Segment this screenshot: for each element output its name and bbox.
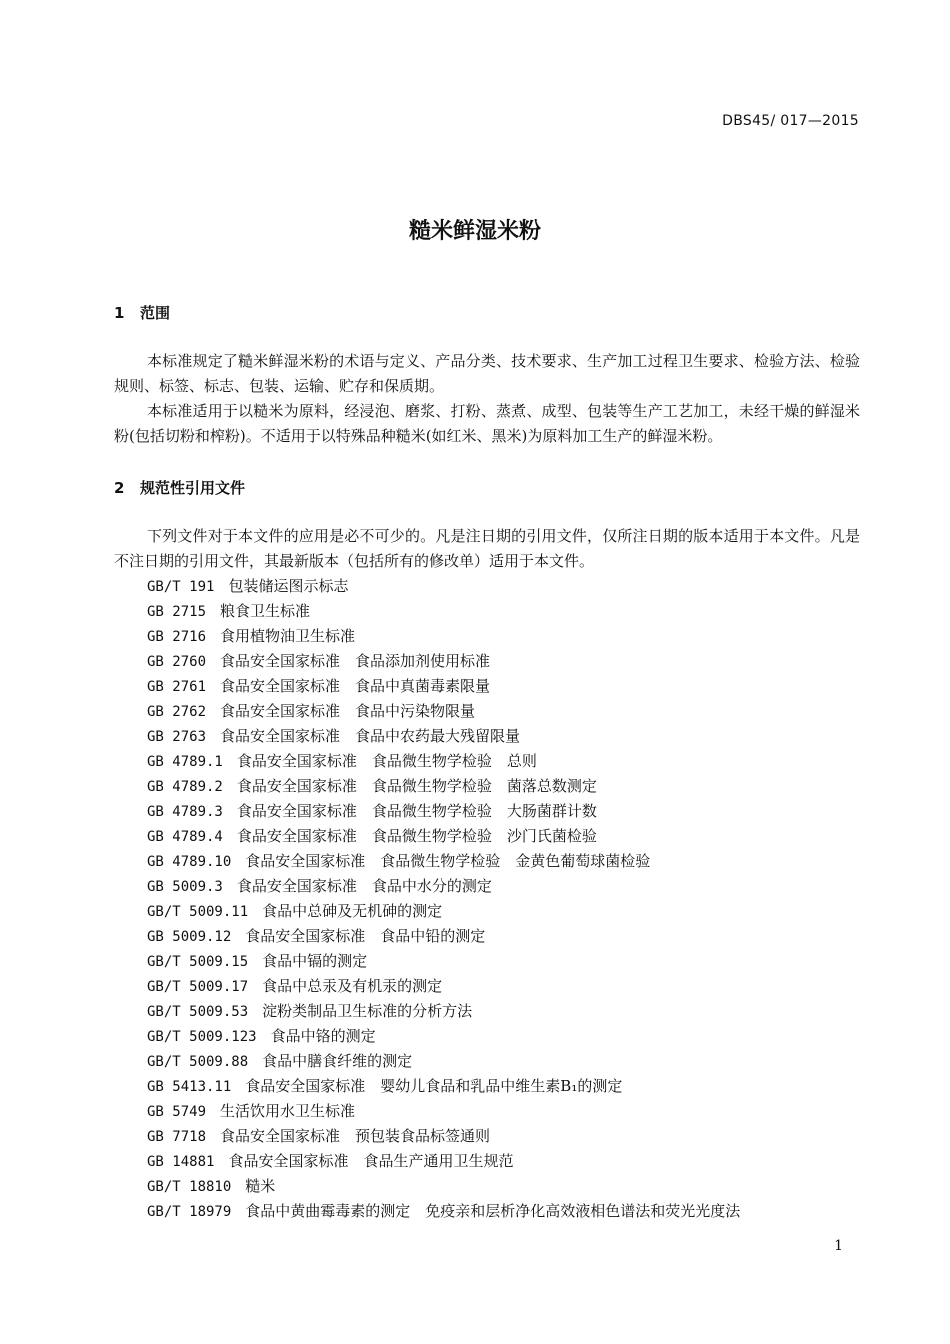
reference-title: 食品中铬的测定 xyxy=(270,1027,376,1045)
scope-paragraph-2: 本标准适用于以糙米为原料，经浸泡、磨浆、打粉、蒸煮、成型、包装等生产工艺加工，未经干燥的鲜湿米粉(包括切粉和榨粉)。不适用于以特殊品种糙米(如红米、黑米)为原料加工生产的鲜湿米粉。 xyxy=(114,402,860,445)
reference-title: 食品安全国家标准 食品微生物学检验 总则 xyxy=(236,752,537,770)
section-number: 1 xyxy=(114,304,125,322)
reference-item xyxy=(147,774,860,799)
reference-code: GB 2715 xyxy=(147,604,207,620)
reference-title: 食品中总汞及有机汞的测定 xyxy=(262,977,443,995)
reference-title: 食品安全国家标准 食品中污染物限量 xyxy=(220,702,476,720)
reference-code: GB 2761 xyxy=(147,679,207,695)
reference-title: 食品安全国家标准 婴幼儿食品和乳品中维生素B₁的测定 xyxy=(245,1077,623,1095)
reference-code: GB/T 5009.53 xyxy=(147,1004,249,1020)
reference-code: GB 2760 xyxy=(147,654,207,670)
reference-code: GB 4789.1 xyxy=(147,754,223,770)
reference-code: GB 14881 xyxy=(147,1154,215,1170)
reference-item xyxy=(147,649,860,674)
references-intro-paragraph: 下列文件对于本文件的应用是必不可少的。凡是注日期的引用文件，仅所注日期的版本适用于本文件。凡是不注日期的引用文件，其最新版本（包括所有的修改单）适用于本文件。 xyxy=(114,527,860,570)
reference-item xyxy=(147,999,860,1024)
reference-item xyxy=(147,1149,860,1174)
reference-item xyxy=(147,699,860,724)
reference-title: 食品安全国家标准 食品微生物学检验 金黄色葡萄球菌检验 xyxy=(245,852,651,870)
reference-title: 生活饮用水卫生标准 xyxy=(220,1102,356,1120)
reference-title: 食品中镉的测定 xyxy=(262,952,368,970)
reference-code: GB 5009.3 xyxy=(147,879,223,895)
reference-title: 食品安全国家标准 食品中水分的测定 xyxy=(236,877,492,895)
reference-item xyxy=(147,624,860,649)
reference-item xyxy=(147,874,860,899)
reference-code: GB 2763 xyxy=(147,729,207,745)
reference-code: GB 4789.3 xyxy=(147,804,223,820)
document-number: DBS45/ 017—2015 xyxy=(722,113,859,129)
reference-title: 食品安全国家标准 食品生产通用卫生规范 xyxy=(228,1152,514,1170)
reference-code: GB 7718 xyxy=(147,1129,207,1145)
reference-item xyxy=(147,1049,860,1074)
section-heading-references xyxy=(114,477,245,498)
reference-code: GB/T 5009.15 xyxy=(147,954,249,970)
reference-item xyxy=(147,1174,860,1199)
reference-title: 食品安全国家标准 食品微生物学检验 大肠菌群计数 xyxy=(236,802,597,820)
reference-title: 食品安全国家标准 食品添加剂使用标准 xyxy=(220,652,491,670)
section-number: 2 xyxy=(114,479,125,497)
reference-item xyxy=(147,899,860,924)
reference-item xyxy=(147,1099,860,1124)
reference-title: 食品中总砷及无机砷的测定 xyxy=(262,902,443,920)
reference-code: GB/T 5009.88 xyxy=(147,1054,249,1070)
reference-code: GB 5413.11 xyxy=(147,1079,232,1095)
reference-title: 食品中黄曲霉毒素的测定 免疫亲和层析净化高效液相色谱法和荧光光度法 xyxy=(245,1202,741,1220)
reference-code: GB/T 18979 xyxy=(147,1204,232,1220)
reference-item xyxy=(147,724,860,749)
reference-title: 食品安全国家标准 食品中真菌毒素限量 xyxy=(220,677,491,695)
reference-item xyxy=(147,1199,860,1224)
reference-title: 食品安全国家标准 预包装食品标签通则 xyxy=(220,1127,491,1145)
reference-item xyxy=(147,599,860,624)
reference-code: GB 4789.10 xyxy=(147,854,232,870)
reference-title: 食品安全国家标准 食品微生物学检验 菌落总数测定 xyxy=(236,777,597,795)
reference-code: GB 2716 xyxy=(147,629,207,645)
reference-code: GB 2762 xyxy=(147,704,207,720)
document-title: 糙米鲜湿米粉 xyxy=(408,219,541,244)
section-title: 规范性引用文件 xyxy=(140,479,246,497)
reference-code: GB/T 5009.123 xyxy=(147,1029,257,1045)
reference-title: 食品安全国家标准 食品中农药最大残留限量 xyxy=(220,727,521,745)
reference-item xyxy=(147,1124,860,1149)
reference-item xyxy=(147,849,860,874)
reference-title: 粮食卫生标准 xyxy=(220,602,311,620)
reference-item xyxy=(147,674,860,699)
scope-paragraph-1: 本标准规定了糙米鲜湿米粉的术语与定义、产品分类、技术要求、生产加工过程卫生要求、检验方法、检验规则、标签、标志、包装、运输、贮存和保质期。 xyxy=(114,352,860,395)
reference-item xyxy=(147,799,860,824)
reference-code: GB/T 5009.17 xyxy=(147,979,249,995)
page-number: 1 xyxy=(834,1238,843,1254)
reference-code: GB 5009.12 xyxy=(147,929,232,945)
section-heading-scope xyxy=(114,302,170,323)
reference-item xyxy=(147,974,860,999)
reference-title: 食品中膳食纤维的测定 xyxy=(262,1052,413,1070)
reference-code: GB 4789.2 xyxy=(147,779,223,795)
reference-title: 淀粉类制品卫生标准的分析方法 xyxy=(262,1002,473,1020)
reference-code: GB 4789.4 xyxy=(147,829,223,845)
reference-code: GB 5749 xyxy=(147,1104,207,1120)
reference-item xyxy=(147,824,860,849)
reference-title: 糙米 xyxy=(245,1177,276,1195)
reference-item xyxy=(147,949,860,974)
reference-title: 包装储运图示标志 xyxy=(228,577,349,595)
reference-code: GB/T 191 xyxy=(147,579,215,595)
reference-item xyxy=(147,1024,860,1049)
reference-title: 食品安全国家标准 食品中铅的测定 xyxy=(245,927,486,945)
reference-list xyxy=(147,574,860,1224)
reference-title: 食用植物油卫生标准 xyxy=(220,627,356,645)
reference-item xyxy=(147,1074,860,1099)
reference-item xyxy=(147,924,860,949)
reference-title: 食品安全国家标准 食品微生物学检验 沙门氏菌检验 xyxy=(236,827,597,845)
reference-item xyxy=(147,574,860,599)
reference-code: GB/T 18810 xyxy=(147,1179,232,1195)
reference-item xyxy=(147,749,860,774)
section-title: 范围 xyxy=(140,304,171,322)
reference-code: GB/T 5009.11 xyxy=(147,904,249,920)
